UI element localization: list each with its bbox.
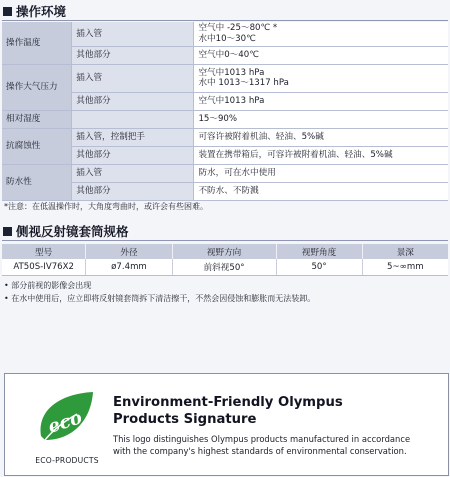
section-header-spec <box>2 222 448 241</box>
eco-description-line: with the company's highest standards of environmental conservation. <box>113 445 407 456</box>
header-cell: 景深 <box>362 244 448 259</box>
eco-title-line: Products Signature <box>113 412 257 427</box>
part-cell <box>72 110 194 128</box>
section-title: 侧视反射镜套筒规格 <box>16 224 129 239</box>
value-cell <box>194 64 448 92</box>
value-cell <box>194 22 448 46</box>
table-header-row <box>2 244 448 259</box>
table-row <box>2 128 448 146</box>
spec-note: • 部分前视的影像会出现 <box>4 281 92 290</box>
section-square-icon <box>3 7 12 16</box>
eco-products-box <box>4 373 449 476</box>
category-cell: 抗腐蚀性 <box>2 128 72 164</box>
category-cell: 操作温度 <box>2 22 72 64</box>
part-cell: 插入管 <box>72 64 194 92</box>
table-row <box>2 64 448 92</box>
header-cell: 视野角度 <box>276 244 362 259</box>
table-row <box>2 259 448 276</box>
part-cell: 插入管，控制把手 <box>72 128 194 146</box>
data-cell: 5~∞mm <box>362 259 448 276</box>
value-cell: 空气中0～40℃ <box>194 46 448 64</box>
spec-note: • 在水中使用后，应立即将反射镜套筒拆下清洁擦干，不然会因侵蚀和膨胀而无法装卸。 <box>4 294 316 303</box>
value-cell: 15～90% <box>194 110 448 128</box>
section-square-icon <box>3 227 12 236</box>
header-cell: 视野方向 <box>172 244 276 259</box>
part-cell: 其他部分 <box>72 182 194 200</box>
data-cell: ø7.4mm <box>86 259 172 276</box>
eco-logo-text: eco <box>45 407 85 438</box>
value-cell: 装置在携带箱后，可容许被附着机油、轻油、5%碱 <box>194 146 448 164</box>
part-cell: 插入管 <box>72 22 194 46</box>
table-row <box>2 164 448 182</box>
value-line: 水中 1013～1317 hPa <box>198 78 289 88</box>
part-cell: 其他部分 <box>72 146 194 164</box>
eco-leaf-icon <box>27 386 107 448</box>
eco-title <box>113 394 443 428</box>
spec-table <box>2 244 448 276</box>
part-cell: 插入管 <box>72 164 194 182</box>
eco-title-line: Environment-Friendly Olympus <box>113 395 343 410</box>
table-row <box>2 22 448 46</box>
eco-logo <box>27 386 107 472</box>
environment-table <box>2 22 448 201</box>
value-cell: 空气中1013 hPa <box>194 92 448 110</box>
category-cell: 操作大气压力 <box>2 64 72 110</box>
eco-description <box>113 434 445 457</box>
value-cell: 可容许被附着机油、轻油、5%碱 <box>194 128 448 146</box>
data-cell: AT50S-IV76X2 <box>2 259 86 276</box>
data-cell: 50° <box>276 259 362 276</box>
value-line: 水中10～30℃ <box>198 33 256 44</box>
section-header-environment <box>2 2 448 21</box>
part-cell: 其他部分 <box>72 92 194 110</box>
section-title: 操作环境 <box>16 4 67 19</box>
data-cell: 前斜视50° <box>172 259 276 276</box>
table-row <box>2 110 448 128</box>
environment-note: *注意：在低温操作时，大角度弯曲时，或许会有些困难。 <box>4 202 208 211</box>
value-cell: 防水，可在水中使用 <box>194 164 448 182</box>
category-cell: 相对湿度 <box>2 110 72 128</box>
part-cell: 其他部分 <box>72 46 194 64</box>
eco-description-line: This logo distinguishes Olympus products manufactured in accordance <box>113 434 411 444</box>
header-cell: 外径 <box>86 244 172 259</box>
value-line: 空气中 -25～80℃ * <box>198 23 278 34</box>
eco-logo-caption: ECO-PRODUCTS <box>35 456 99 465</box>
value-line: 空气中1013 hPa <box>198 67 265 78</box>
value-cell: 不防水、不防溅 <box>194 182 448 200</box>
header-cell: 型号 <box>2 244 86 259</box>
category-cell: 防水性 <box>2 164 72 200</box>
